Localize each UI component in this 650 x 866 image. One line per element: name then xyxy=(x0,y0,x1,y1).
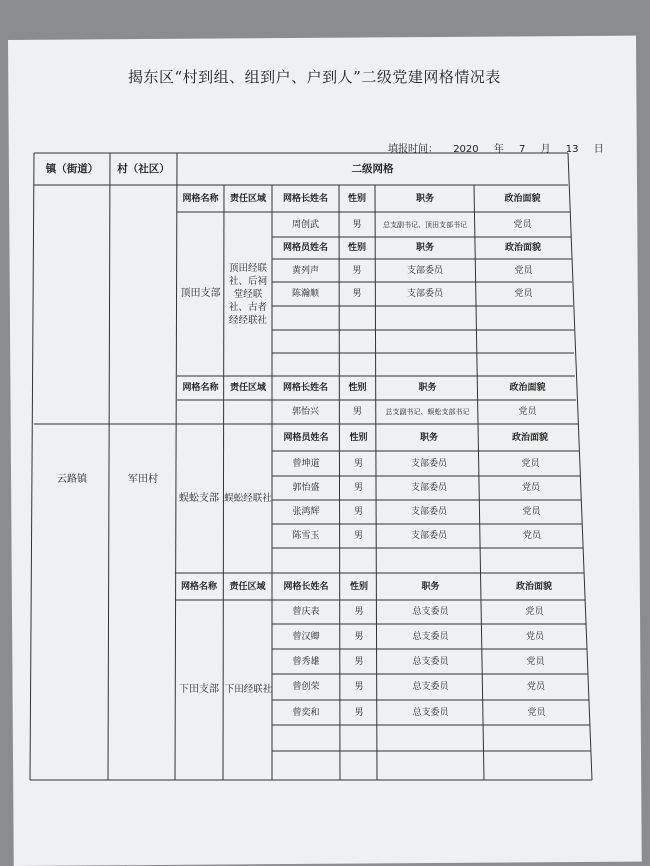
sub-header-gender: 性别 xyxy=(349,432,368,443)
branch-name: 顶田支部 xyxy=(180,288,221,299)
leader-duty: 总支委员 xyxy=(412,656,449,667)
member-gender: 男 xyxy=(352,289,362,299)
member-name: 陈瀚顺 xyxy=(291,289,319,299)
leader-political: 党员 xyxy=(513,219,532,230)
branch-name: 下田支部 xyxy=(179,684,219,695)
sub-header-duty: 职务 xyxy=(415,243,434,253)
member-duty: 支部委员 xyxy=(410,458,447,469)
leader-name: 曾秀雄 xyxy=(292,656,320,667)
leader-political: 党员 xyxy=(525,631,544,642)
leader-duty: 总支委员 xyxy=(412,707,449,718)
leader-duty: 总支副书记、蜈蚣支部书记 xyxy=(385,408,470,416)
leader-gender: 男 xyxy=(354,682,364,692)
sub-header-political: 政治面貌 xyxy=(509,383,546,393)
member-political: 党员 xyxy=(514,265,533,276)
fill-date-year: 2020 xyxy=(453,144,479,155)
sub-header-leader-name: 网格长姓名 xyxy=(283,581,329,592)
member-duty: 支部委员 xyxy=(406,265,443,276)
member-gender: 男 xyxy=(353,507,363,517)
village-name: 军田村 xyxy=(128,474,158,485)
fill-date-year-unit: 年 xyxy=(493,144,504,155)
leader-name: 郭怡兴 xyxy=(291,407,319,417)
member-name: 郭怡盛 xyxy=(292,483,320,493)
leader-political: 党员 xyxy=(518,407,537,417)
sub-header-gender: 性别 xyxy=(349,581,368,592)
leader-name: 曾汉卿 xyxy=(292,631,320,642)
sub-header-duty: 职务 xyxy=(418,383,437,393)
member-political: 党员 xyxy=(522,531,541,541)
leader-political: 党员 xyxy=(526,656,545,667)
leader-gender: 男 xyxy=(354,631,364,642)
sub-header-area: 责任区域 xyxy=(229,194,266,204)
sub-header-political: 政治面貌 xyxy=(515,581,552,592)
leader-duty: 总支委员 xyxy=(412,631,449,642)
sub-header-grid-name: 网格名称 xyxy=(182,383,219,393)
sub-header-duty: 职务 xyxy=(415,194,434,204)
header-town: 镇（街道） xyxy=(45,163,99,175)
branch-area: 顶田经联社、后祠堂经联社、古者经经联社 xyxy=(228,262,267,326)
leader-political: 党员 xyxy=(527,707,546,718)
header-village: 村（社区） xyxy=(117,163,170,175)
member-duty: 支部委员 xyxy=(410,531,447,541)
sub-header-leader-name: 网格长姓名 xyxy=(282,194,328,204)
member-name: 张鸿辉 xyxy=(292,507,320,517)
member-political: 党员 xyxy=(514,289,533,299)
sub-header-area: 责任区域 xyxy=(229,581,266,592)
sub-header-gender: 性别 xyxy=(347,194,366,204)
fill-date-month: 7 xyxy=(519,144,526,155)
town-name: 云路镇 xyxy=(57,474,87,485)
sub-header-duty: 职务 xyxy=(419,432,438,443)
leader-duty: 总支副书记、顶田支部书记 xyxy=(383,220,467,229)
sub-header-duty: 职务 xyxy=(421,581,440,592)
fill-date-day: 13 xyxy=(565,144,579,155)
member-gender: 男 xyxy=(352,265,362,276)
member-duty: 支部委员 xyxy=(406,289,443,299)
sub-header-gender: 性别 xyxy=(348,383,367,393)
member-duty: 支部委员 xyxy=(410,483,447,493)
branch-name: 蜈蚣支部 xyxy=(179,492,219,504)
sub-header-political: 政治面貌 xyxy=(504,194,541,204)
leader-duty: 总支委员 xyxy=(412,607,449,617)
page-title: 揭东区“村到组、组到户、户到人”二级党建网格情况表 xyxy=(128,68,501,86)
sub-header-grid-name: 网格名称 xyxy=(182,194,219,204)
sub-header-political: 政治面貌 xyxy=(504,243,541,253)
sub-header-grid-name: 网格名称 xyxy=(180,581,217,592)
member-gender: 男 xyxy=(353,458,363,469)
fill-date-month-unit: 月 xyxy=(540,144,551,155)
branch-area: 下田经联社 xyxy=(224,684,273,695)
fill-date-day-unit: 日 xyxy=(593,144,604,155)
header-level2-grid: 二级网格 xyxy=(351,163,394,175)
sub-header-leader-name: 网格长姓名 xyxy=(282,383,328,393)
sub-header-area: 责任区域 xyxy=(229,383,266,393)
leader-gender: 男 xyxy=(354,707,364,718)
sub-header-member-name: 网格员姓名 xyxy=(283,432,329,443)
member-political: 党员 xyxy=(522,507,541,517)
leader-name: 周创武 xyxy=(291,219,319,230)
sub-header-gender: 性别 xyxy=(347,243,366,253)
leader-name: 曾创荣 xyxy=(292,682,320,692)
sub-header-political: 政治面貌 xyxy=(511,432,548,443)
leader-gender: 男 xyxy=(354,607,364,617)
leader-gender: 男 xyxy=(352,219,362,230)
fill-date-label: 填报时间： xyxy=(388,144,438,155)
member-name: 陈雪玉 xyxy=(292,531,320,541)
member-duty: 支部委员 xyxy=(410,507,447,517)
leader-political: 党员 xyxy=(525,607,544,617)
member-political: 党员 xyxy=(521,458,540,469)
member-gender: 男 xyxy=(353,483,363,493)
member-name: 曾坤道 xyxy=(292,458,320,469)
leader-name: 曾庆表 xyxy=(292,607,320,617)
leader-political: 党员 xyxy=(526,682,545,692)
leader-gender: 男 xyxy=(352,407,362,417)
member-gender: 男 xyxy=(353,531,363,541)
leader-gender: 男 xyxy=(354,656,364,667)
branch-area: 蜈蚣经联社 xyxy=(224,492,272,504)
member-political: 党员 xyxy=(521,483,540,493)
leader-name: 曾奕和 xyxy=(292,707,320,718)
leader-duty: 总支委员 xyxy=(412,682,449,692)
sub-header-member-name: 网格员姓名 xyxy=(282,243,328,253)
member-name: 黄列声 xyxy=(291,265,319,276)
